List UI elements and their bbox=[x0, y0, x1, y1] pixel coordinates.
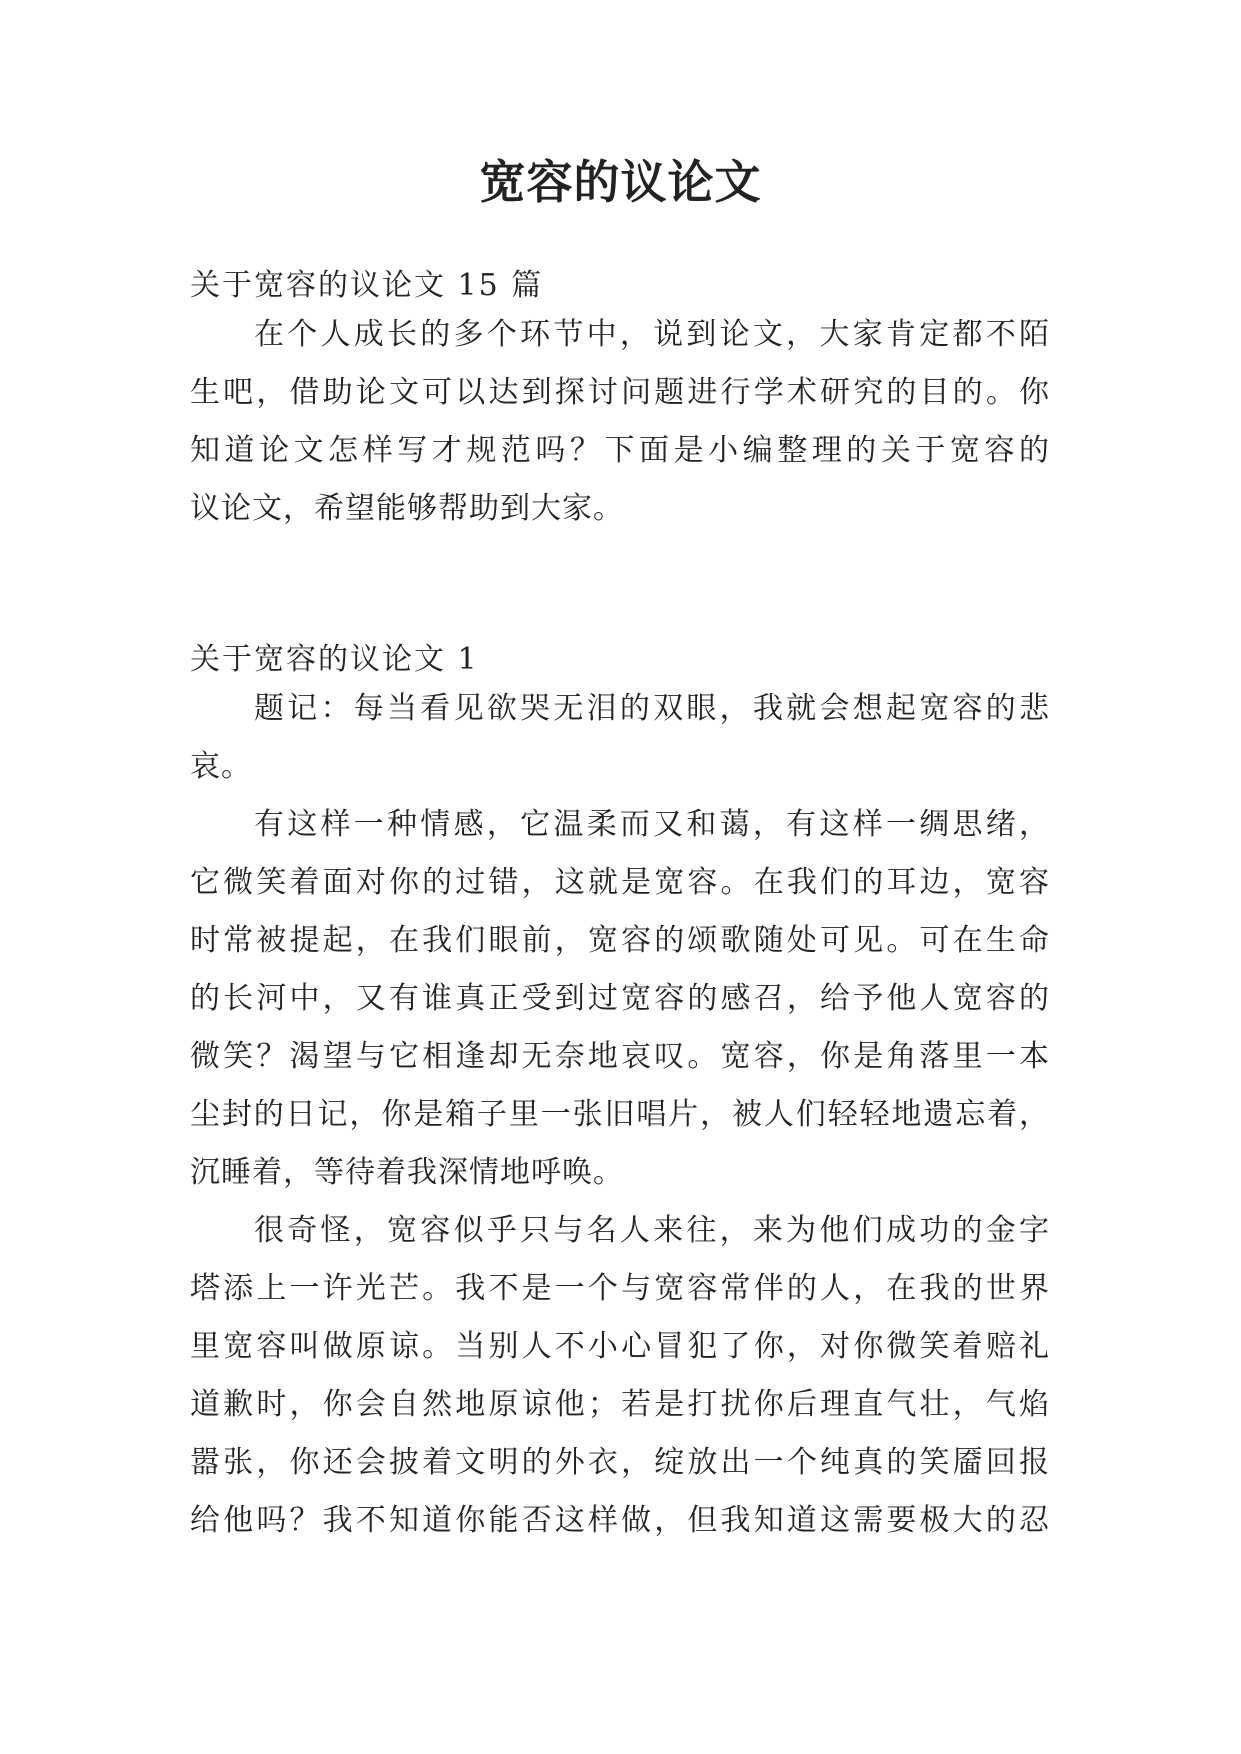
paragraph-line: 知道论文怎样写才规范吗？下面是小编整理的关于宽容的 bbox=[190, 433, 1050, 468]
paragraph-line: 塔添上一许光芒。我不是一个与宽容常伴的人，在我的世界 bbox=[190, 1271, 1050, 1306]
paragraph-line: 嚣张，你还会披着文明的外衣，绽放出一个纯真的笑靥回报 bbox=[190, 1445, 1050, 1480]
paragraph-line: 哀。 bbox=[190, 749, 252, 784]
essay-1-paragraph-3 bbox=[190, 1202, 1050, 1550]
paragraph-line: 在个人成长的多个环节中，说到论文，大家肯定都不陌 bbox=[254, 317, 1050, 352]
paragraph-line: 微笑？渴望与它相逢却无奈地哀叹。宽容，你是角落里一本 bbox=[190, 1039, 1050, 1074]
page-title: 宽容的议论文 bbox=[479, 155, 762, 209]
paragraph-line: 时常被提起，在我们眼前，宽容的颂歌随处可见。可在生命 bbox=[190, 923, 1050, 958]
paragraph-line: 议论文，希望能够帮助到大家。 bbox=[190, 491, 624, 526]
paragraph-line: 有这样一种情感，它温柔而又和蔼，有这样一绸思绪， bbox=[254, 807, 1050, 842]
paragraph-line: 沉睡着，等待着我深情地呼唤。 bbox=[190, 1155, 624, 1190]
essay-1-paragraph-1 bbox=[190, 680, 1050, 796]
essay-1-paragraph-2 bbox=[190, 796, 1050, 1202]
paragraph-line: 里宽容叫做原谅。当别人不小心冒犯了你，对你微笑着赔礼 bbox=[190, 1329, 1050, 1364]
paragraph-line: 生吧，借助论文可以达到探讨问题进行学术研究的目的。你 bbox=[190, 375, 1050, 410]
paragraph-line: 很奇怪，宽容似乎只与名人来往，来为他们成功的金字 bbox=[254, 1213, 1050, 1248]
intro-heading: 关于宽容的议论文 15 篇 bbox=[190, 268, 544, 303]
paragraph-line: 的长河中，又有谁真正受到过宽容的感召，给予他人宽容的 bbox=[190, 981, 1050, 1016]
paragraph-line: 给他吗？我不知道你能否这样做，但我知道这需要极大的忍 bbox=[190, 1503, 1050, 1538]
paragraph-line: 道歉时，你会自然地原谅他；若是打扰你后理直气壮，气焰 bbox=[190, 1387, 1050, 1422]
paragraph-line: 尘封的日记，你是箱子里一张旧唱片，被人们轻轻地遗忘着， bbox=[190, 1097, 1050, 1132]
essay-1-heading: 关于宽容的议论文 1 bbox=[190, 642, 479, 677]
intro-paragraph bbox=[190, 306, 1050, 538]
paragraph-line: 题记：每当看见欲哭无泪的双眼，我就会想起宽容的悲 bbox=[254, 691, 1050, 726]
paragraph-line: 它微笑着面对你的过错，这就是宽容。在我们的耳边，宽容 bbox=[190, 865, 1050, 900]
